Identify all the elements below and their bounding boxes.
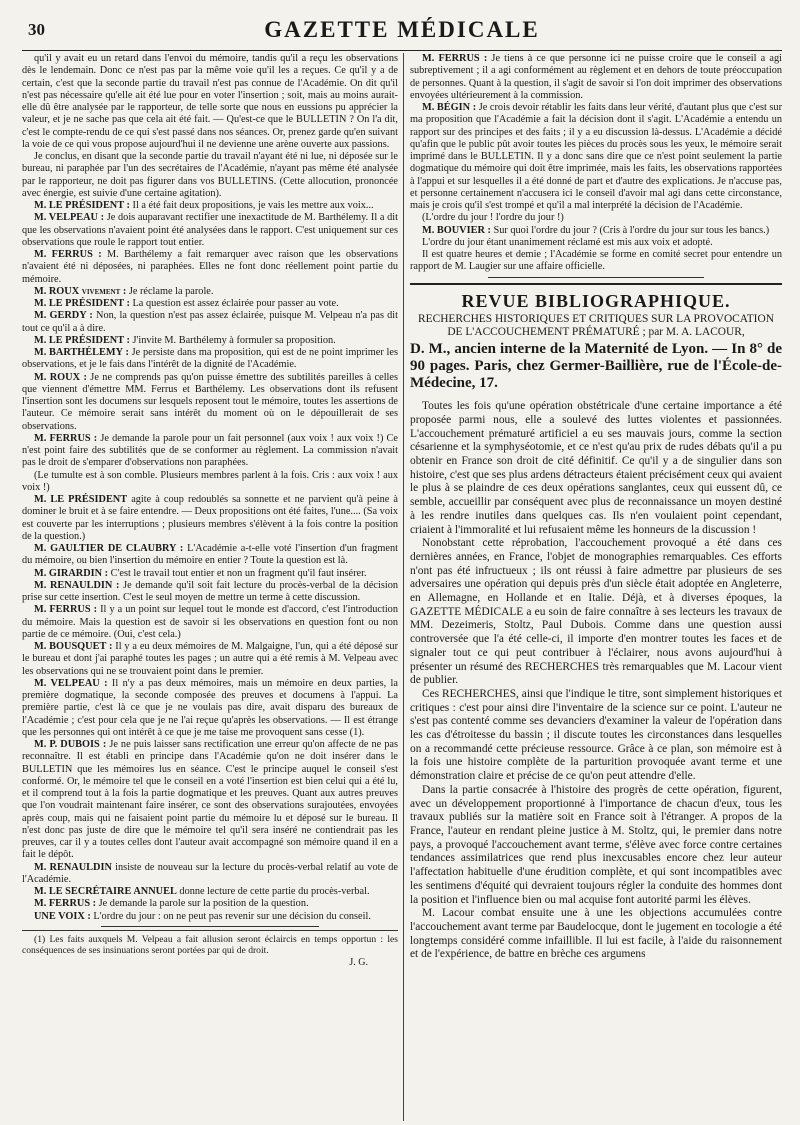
column-divider	[403, 53, 404, 1121]
left-column	[22, 53, 398, 1121]
speaker-name: UNE VOIX :	[34, 910, 91, 922]
paragraph-text: qu'il y avait eu un retard dans l'envoi du mémoire, tandis qu'il a reçu les observations dès le lendemain. Donc ce n'est pas par la même voie qu'il les a reçues. Ce qu'il y a de certain, c'est que la seconde partie du travail n'est pas connue de l'Académie. On dit qu'il n'est pas nécessaire qu'elle ait été lue pour en voter l'insertion ; soit, mais au moins aurait-elle dû être analysée par le rapporteur, de telle sorte que nous en eussions pu apprécier la valeur, et je ne sache pas que cela ait été fait. — Qu'est-ce que le BULLETIN ? On l'a dit, c'est le compte-rendu de ce qui s'est passé dans nos séances. Or, prenez garde qu'en suivant la voie de ce qui vous propose aujourd'hui il ne devienne une arène ouverte aux passions.	[22, 53, 398, 150]
speaker-name: M. ROUX vivement :	[34, 285, 127, 297]
paragraph-text: Je dois auparavant rectifier une inexactitude de M. Barthélemy. Il a dit que les observations n'avaient point été analysées dans le rapport. C'est uniquement sur ces observations que roule le rapport tout entier.	[22, 212, 398, 248]
paragraph	[410, 53, 782, 102]
paragraph-text: insiste de nouveau sur la lecture du procès-verbal relatif au vote de l'Académie.	[22, 861, 398, 885]
speaker-name: M. ROUX :	[34, 371, 87, 383]
book-title: RECHERCHES HISTORIQUES ET CRITIQUES SUR LA PROVOCATION DE L'ACCOUCHEMENT PRÉMATURÉ ; par M. A. LACOUR,	[418, 313, 774, 339]
paragraph-text: Je demande la parole sur la position de la question.	[96, 898, 309, 910]
paragraph	[22, 249, 398, 286]
paragraph-text: Je demande la parole pour un fait personnel (aux voix ! aux voix !) Ce n'est point faire des subtilités que de se conformer au règlement. La commission n'avait pas le droit de s'emparer d'observations non paraphées.	[22, 432, 398, 469]
paragraph-text: (Le tumulte est à son comble. Plusieurs membres parlent à la fois. Cris : aux voix ! aux voix !)	[22, 469, 398, 493]
revue-paragraph: Dans la partie consacrée à l'histoire des progrès de cette opération, figurent, avec un développement proportionné à l'importance de chacun d'eux, tous les travaux publiés sur la matière soit en France soit à l'étranger. A propos de la France, l'auteur en rendant pleine justice à M. Stoltz, qui, le premier dans notre pays, a provoqué l'accouchement avant terme, s'élève avec force contre certaines tendances assimilatrices que rend plus inexcusables encore chez leur auteur l'affectation habituelle d'une érudition complète, et qui sont incompatibles avec les sentimens d'équité qui devraient toujours régler la conduite des hommes dont la position et l'influence bien ou mal acquise font autorité parmi les élèves.	[410, 783, 782, 906]
paragraph	[22, 151, 398, 200]
speaker-name: M. RENAULDIN	[34, 861, 112, 873]
paragraph	[22, 470, 398, 495]
paragraph	[22, 641, 398, 678]
paragraph	[22, 347, 398, 372]
speaker-name: M. LE PRÉSIDENT :	[34, 298, 130, 309]
paragraph	[22, 494, 398, 543]
section-end-rule	[488, 277, 704, 278]
speaker-name: M. GIRARDIN :	[34, 567, 109, 579]
header-rule	[22, 50, 782, 51]
speaker-name: M. RENAULDIN :	[34, 579, 120, 591]
revue-paragraph: M. Lacour combat ensuite une à une les objections accumulées contre l'accouchement avant terme par Baudelocque, dont le jugement en tocologie a été longtemps considéré comme infaillible. Il lui est facile, à l'aide du raisonnement et de l'expérience, de battre en brèche ces argumens	[410, 907, 782, 961]
paragraph	[22, 310, 398, 335]
paragraph-text: Je persiste dans ma proposition, qui est de ne point imprimer les observations, et je le fais dans l'intérêt de la dignité de l'Académie.	[22, 347, 398, 371]
paragraph-text: M. Barthélemy a fait remarquer avec raison que les observations n'avaient été ni déposées, ni paraphées. Elles ne font donc réellement point partie du mémoire.	[22, 249, 398, 285]
paragraph-text: L'ordre du jour : on ne peut pas revenir sur une décision du conseil.	[90, 910, 371, 922]
paragraph-text: J'invite M. Barthélemy à formuler sa proposition.	[129, 334, 336, 346]
speaker-name: M. LE PRÉSIDENT :	[34, 334, 130, 346]
paragraph-text: La question est assez éclairée pour passer au vote.	[129, 298, 339, 309]
paragraph	[22, 53, 398, 151]
page-header	[22, 14, 782, 44]
paragraph	[22, 886, 398, 898]
paragraph-text: Je conclus, en disant que la seconde partie du travail n'ayant été ni lue, ni déposée sur le bureau, ni paraphée par l'un des secrétaires de l'Académie, n'ayant pas même été analysée par le rapporteur, ne doit pas figurer dans vos BULLETINS. (Cette allocution, prononcée avec énergie, est suivie d'une certaine agitation).	[22, 151, 398, 199]
paragraph	[410, 225, 782, 237]
speaker-name: M. P. DUBOIS :	[34, 739, 107, 750]
right-column-body	[410, 53, 782, 274]
paragraph-text: Je ne comprends pas qu'on puisse émettre des subtilités pareilles à celles que viennent d'émettre MM. Ferrus et Barthélemy. Les observations dont ils refusent l'insertion sont les documens sur lesquels reposent tout le mémoire, toutes les assertions de l'auteur. Ce mémoire serait sans intérêt du moment où on le dépouillerait de ses observations.	[22, 371, 398, 432]
revue-body	[410, 400, 782, 962]
paragraph-text: Je tiens à ce que personne ici ne puisse croire que le conseil a agi subreptivement ; il a agi conformément au règlement et en dehors de toute préoccupation de personnes. Quant à la question, il s'agit de savoir si l'on doit imprimer des observations envoyées ultérieurement à la commission.	[410, 53, 782, 101]
speaker-name: M. FERRUS :	[34, 432, 98, 444]
paragraph-text: Je crois devoir rétablir les faits dans leur vérité, d'autant plus que c'est sur ma proposition que l'Académie a fait la décision dont il s'agit. L'Académie a entendu un rapport sur des principes et des faits ; il y a eu discussion là-dessus. L'Académie a décidé qu'afin que le public pût avoir toutes les pièces du procès sous les yeux, le mémoire serait imprimé dans le BULLETIN. Il y a donc sans dire que ce n'est point seulement la partie dogmatique du mémoire qui doit être imprimée, mais les faits, les observations rapportées à l'appui et sur lesquelles il a été donné de part et d'autre des explications. Je n'accuse pas, et personne certainement n'accusera ici le conseil d'avoir mal agi dans cette circonstance, mais je crois qu'il s'est trompé et qu'il a mal interprété la décision de l'Académie.	[410, 102, 782, 211]
speaker-name: M. VELPEAU :	[34, 677, 108, 689]
paragraph-text: C'est le travail tout entier et non un fragment qu'il faut insérer.	[108, 567, 367, 579]
speaker-name: M. FERRUS :	[34, 604, 98, 616]
paragraph	[22, 212, 398, 249]
speaker-name: M. FERRUS :	[34, 249, 102, 260]
paragraph-text: Non, la question n'est pas assez éclairée, puisque M. Velpeau n'a pas dit tout ce qu'il a à dire.	[22, 310, 398, 334]
paragraph-text: Je ne puis laisser sans rectification une erreur qu'on affecte de ne pas reconnaître. Il est établi en principe dans l'Académie qu'on ne doit insérer dans le BULLETIN que les mémoires lus en séance. C'est le principe auquel le conseil s'est conformé. Or, le mémoire tel que le conseil en a voté l'insertion est bien celui qui a été lu, et il comprend tout à la fois la partie dogmatique et les preuves. Quant aux autres preuves que l'on voudrait maintenant faire insérer, ce sont des observations surajoutées, envoyées après coup, mais qui ne faisaient point partie du mémoire lu et déposé sur le bureau. Il n'est donc pas juste de dire que le mémoire tel qu'il sera inséré ne contiendrait pas les preuves, car il y a toutes celles dont l'auteur avait accompagné son mémoire quand il en a fait le dépôt.	[22, 739, 398, 861]
paragraph-text: Sur quoi l'ordre du jour ? (Cris à l'ordre du jour sur tous les bancs.)	[490, 224, 770, 236]
paragraph-text: Je réclame la parole.	[126, 285, 214, 297]
revue-paragraph: Nonobstant cette réprobation, l'accouchement provoqué a été dans ces dernières années, en France, l'objet de monographies remarquables. Ces efforts n'ont pas été infructueux ; ils ont réussi à faire admettre par plusieurs de ses adversaires une opération qui depuis près d'un siècle était adoptée en Angleterre, en Allemagne, en Hollande et en Italie. Déjà, et à diverses époques, la GAZETTE MÉDICALE a eu soin de faire connaître à ses lecteurs les travaux de MM. Dezeimeris, Stoltz, Paul Dubois. Comme dans une question aussi controversée que l'a été celle-ci, il importe d'en montrer toutes les faces et de signaler tout ce qui peut contribuer à l'éclairer, nous avons aujourd'hui à présenter un résumé des RECHERCHES très remarquables que M. Lacour vient de publier.	[410, 537, 782, 687]
revue-paragraph: Toutes les fois qu'une opération obstétricale d'une certaine importance a été proposée parmi nous, elle a soulevé des luttes violentes et passionnées. L'accouchement prématuré artificiel a eu ses mauvais jours, comme la section césarienne et la symphyséotomie, et ce n'est qu'au prix de rudes débats qu'il a pu obtenir en France son droit de cité définitif. Ce qu'il y a de singulier dans son histoire, c'est que ses plus ardens détracteurs étaient précisément ceux qui avaient le plus à se plaindre de ces deux opérations sanglantes, ceux qui eussent dû, ce semble, accueillir par conséquent avec plus de reconnaissance un moyen destiné à les rendre inutiles dans quelques cas. Ils n'en voulaient point cependant, criaient à l'immoralité et lui refusaient même les honneurs de la discussion !	[410, 400, 782, 536]
column-end-rule	[101, 926, 319, 927]
paragraph	[22, 739, 398, 862]
paragraph	[22, 580, 398, 605]
paragraph	[22, 911, 398, 923]
paragraph	[410, 212, 782, 224]
paragraph-text: Il y a un point sur lequel tout le monde est d'accord, c'est l'introduction du mémoire. Mais la question est de savoir si les observations en question font ou non partie de ce mémoire. (Oui, c'est cela.)	[22, 604, 398, 640]
paragraph-text: Il n'y a pas deux mémoires, mais un mémoire en deux parties, la première dogmatique, la seconde composée des preuves et documens à l'appui. La première partie, c'est là ce que je ne voulais pas dire, avait disparu des bureaux de l'Académie ; c'est pour cela que je ne l'ai reçue qu'après les observations. — Il est étrange que les personnes qui ont intérêt à ce que je me taise me provoquent sans cesse (1).	[22, 677, 398, 738]
speaker-name: M. LE PRÉSIDENT :	[34, 200, 130, 211]
paragraph	[410, 237, 782, 249]
speaker-name: M. BOUSQUET :	[34, 641, 113, 652]
paragraph-text: Je demande qu'il soit fait lecture du procès-verbal de la décision prise sur cette insertion. C'est le seul moyen de mettre un terme à cette discussion.	[22, 579, 398, 603]
speaker-name: M. FERRUS :	[422, 53, 488, 64]
paragraph	[22, 372, 398, 433]
paragraph-text: L'ordre du jour étant unanimement réclamé est mis aux voix et adopté.	[422, 236, 713, 248]
left-column-body	[22, 53, 398, 923]
paragraph-text: (L'ordre du jour ! l'ordre du jour !)	[422, 212, 564, 224]
paragraph	[22, 433, 398, 470]
footnote: (1) Les faits auxquels M. Velpeau a fait allusion seront éclaircis en temps opportun : les conséquences de ses insinuations seront portées par qui de droit.	[22, 933, 398, 957]
paragraph-text: Il y a eu deux mémoires de M. Malgaigne, l'un, qui a été déposé sur le bureau et dont j'ai paraphé toutes les pages ; un autre qui a été remis à M. Velpeau avec les observations qui ne se trouvaient point dans le premier.	[22, 641, 398, 677]
speaker-name: M. FERRUS :	[34, 898, 97, 910]
paragraph	[410, 249, 782, 274]
paragraph	[22, 898, 398, 910]
page-number: 30	[28, 20, 45, 39]
speaker-name: M. VELPEAU :	[34, 212, 105, 224]
paragraph	[22, 286, 398, 298]
speaker-name: M. LE PRÉSIDENT	[34, 494, 128, 505]
paragraph-text: L'Académie a-t-elle voté l'insertion d'un fragment du mémoire, ou bien l'insertion du mémoire en entier ? Toute la question est là.	[22, 543, 398, 567]
paragraph	[22, 568, 398, 580]
speaker-name: M. BÉGIN :	[422, 102, 477, 113]
revue-section	[410, 290, 782, 963]
revue-paragraph: Ces RECHERCHES, ainsi que l'indique le titre, sont simplement historiques et critiques : c'est pour ainsi dire l'inventaire de la science sur ce point. L'auteur ne s'est pas contenté comme ses devanciers d'examiner la valeur de l'opération dans les cas d'étroitesse du bassin ; il discute toutes les circonstances dans lesquelles on a recommandé cette précieuse ressource. Grâce à ce plan, son mémoire est à la fois une histoire complète de la parturition provoquée avant terme et une démonstration claire et précise de ce qu'on peut attendre d'elle.	[410, 687, 782, 783]
speaker-name: M. BOUVIER :	[422, 224, 491, 236]
speaker-name: M. BARTHÉLEMY :	[34, 347, 129, 358]
paragraph	[22, 862, 398, 887]
paragraph-text: agite à coup redoublés sa sonnette et ne parvient qu'à peine à dominer le bruit et à se faire entendre. — Deux propositions ont été faites, l'une.... (Sa voix est couverte par les interruptions ; plusieurs membres s'élèvent à la fois contre la position de la question.)	[22, 494, 398, 542]
paragraph-text: donne lecture de cette partie du procès-verbal.	[176, 886, 370, 897]
speaker-name: M. GERDY :	[34, 310, 93, 322]
paragraph	[22, 335, 398, 347]
footnote-rule	[22, 930, 398, 931]
book-details: D. M., ancien interne de la Maternité de Lyon. — In 8° de 90 pages. Paris, chez Germer-Baillière, rue de l'École-de-Médecine, 17.	[410, 341, 782, 392]
speaker-name: M. GAULTIER DE CLAUBRY :	[34, 543, 184, 554]
paragraph	[410, 102, 782, 212]
paragraph	[22, 678, 398, 739]
revue-title: REVUE BIBLIOGRAPHIQUE.	[461, 290, 731, 311]
paragraph	[22, 543, 398, 568]
paragraph-text: Il a été fait deux propositions, je vais les mettre aux voix...	[129, 200, 374, 211]
signature: J. G.	[349, 956, 368, 968]
speaker-name: M. LE SECRÉTAIRE ANNUEL	[34, 886, 177, 897]
right-column	[410, 53, 782, 1121]
paragraph	[22, 604, 398, 641]
paragraph-text: Il est quatre heures et demie ; l'Académie se forme en comité secret pour entendre un rapport de M. Laugier sur une affaire officielle.	[410, 249, 782, 273]
masthead-title: GAZETTE MÉDICALE	[264, 17, 540, 42]
paragraph	[22, 200, 398, 212]
section-divider	[410, 283, 782, 285]
paragraph	[22, 298, 398, 310]
